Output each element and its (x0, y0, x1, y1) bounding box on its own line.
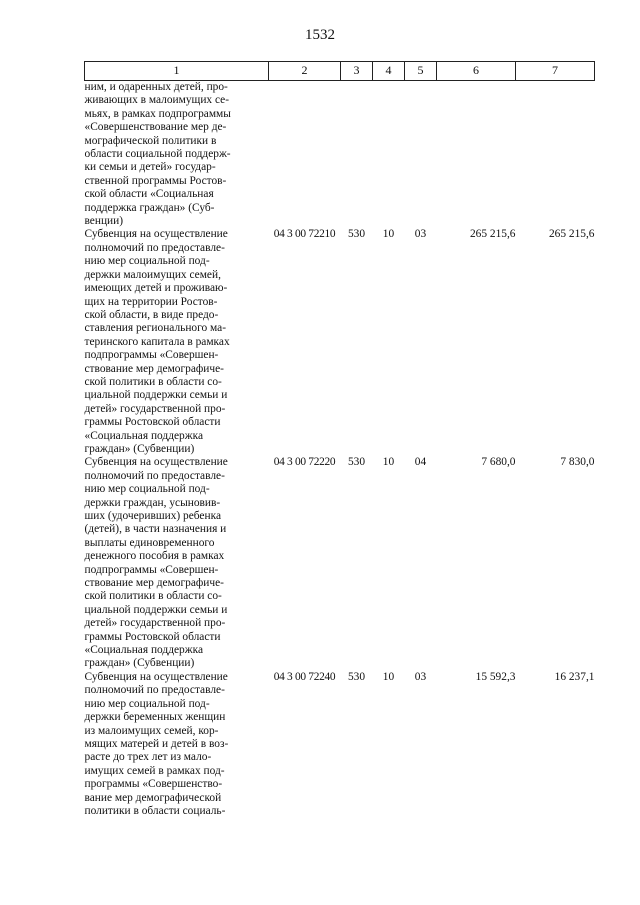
description-line: денежного пособия в рамках (84, 550, 225, 563)
column-header: 2 (269, 62, 341, 81)
description-line: держки беременных женщин (84, 711, 226, 724)
description-line: граммы Ростовской области (84, 416, 221, 429)
amount-year-1: 7 680,0 (481, 456, 516, 469)
amount-year-2: 7 830,0 (560, 456, 595, 469)
description-line: ним, и одаренных детей, про- (84, 81, 228, 93)
column-header: 7 (516, 62, 595, 81)
description-line: ки семьи и детей» государ- (84, 161, 216, 174)
description-line: держки граждан, усыновив- (84, 496, 221, 509)
description-line: Субвенция на осуществление (84, 456, 228, 469)
description-line: выплаты единовременного (84, 536, 215, 549)
description-line: граждан» (Субвенции) (84, 442, 195, 455)
target-article-code: 04 3 00 72240 (273, 670, 336, 683)
amount-year-1: 15 592,3 (475, 670, 516, 683)
page-number: 1532 (305, 27, 335, 43)
description-line: венции) (84, 215, 124, 228)
description-line: «Социальная поддержка (84, 644, 204, 657)
description-line: области социальной поддерж- (84, 148, 231, 161)
description-line: щих на территории Ростов- (84, 295, 218, 308)
description-line: нию мер социальной под- (84, 483, 210, 496)
section-code: 10 (382, 228, 395, 241)
description-line: ствование мер демографиче- (84, 362, 224, 375)
description-line: Субвенция на осуществление (84, 228, 228, 241)
column-header: 4 (373, 62, 405, 81)
description-line: живающих в малоимущих се- (84, 94, 230, 107)
description-line: подпрограммы «Совершен- (84, 563, 219, 576)
description-line: держки малоимущих семей, (84, 268, 221, 281)
description-line: ствование мер демографиче- (84, 577, 224, 590)
description-line: ской области «Социальная (84, 188, 214, 201)
column-header: 6 (437, 62, 516, 81)
subsection-code: 03 (414, 670, 427, 683)
table-body (85, 81, 595, 819)
row-description (85, 671, 269, 818)
expense-type: 530 (347, 670, 366, 683)
description-line: подпрограммы «Совершен- (84, 349, 219, 362)
column-header: 1 (85, 62, 269, 81)
description-line: «Совершенствование мер де- (84, 121, 227, 134)
description-line: имущих семей в рамках под- (84, 764, 225, 777)
section-code: 10 (382, 456, 395, 469)
table-row (85, 456, 595, 671)
description-line: циальной поддержки семьи и (84, 389, 228, 402)
column-header: 5 (405, 62, 437, 81)
description-line: полномочий по предоставле- (84, 684, 225, 697)
description-line: политики в области социаль- (84, 804, 226, 817)
description-line: детей» государственной про- (84, 617, 226, 630)
description-line: ших (удочеривших) ребенка (84, 510, 221, 522)
description-line: расте до трех лет из мало- (84, 751, 212, 764)
column-header: 3 (341, 62, 373, 81)
amount-year-1 (437, 81, 516, 229)
budget-table (84, 61, 595, 818)
description-line: программы «Совершенство- (84, 778, 223, 791)
amount-year-2 (516, 81, 595, 229)
description-line: мящих матерей и детей в воз- (84, 737, 229, 750)
table-row (85, 671, 595, 818)
description-line: теринского капитала в рамках (84, 335, 230, 348)
description-line: из малоимущих семей, кор- (84, 724, 219, 737)
target-article-code: 04 3 00 72220 (273, 456, 336, 469)
table-row (85, 81, 595, 229)
subsection-code (405, 81, 437, 229)
expense-type: 530 (347, 456, 366, 469)
description-line: мьях, в рамках подпрограммы (84, 107, 231, 120)
expense-type: 530 (347, 228, 366, 241)
description-line: граммы Ростовской области (84, 630, 221, 643)
row-description (85, 456, 269, 671)
section-code (373, 81, 405, 229)
description-line: ской политики в области со- (84, 375, 222, 388)
subsection-code: 04 (414, 456, 427, 469)
description-line: нию мер социальной под- (84, 255, 210, 268)
amount-year-1: 265 215,6 (469, 228, 516, 241)
expense-type (341, 81, 373, 229)
description-line: поддержка граждан» (Суб- (84, 201, 215, 214)
description-line: Субвенция на осуществление (84, 670, 228, 683)
row-description (85, 81, 269, 229)
description-line: «Социальная поддержка (84, 429, 204, 442)
description-line: ской политики в области со- (84, 590, 222, 603)
table-row (85, 228, 595, 456)
description-line: ственной программы Ростов- (84, 174, 227, 187)
description-line: (детей), в части назначения и (84, 523, 227, 536)
amount-year-2: 265 215,6 (548, 228, 595, 241)
description-line: граждан» (Субвенции) (84, 657, 195, 670)
description-line: ской области, в виде предо- (84, 308, 219, 321)
description-line: мографической политики в (84, 134, 217, 147)
subsection-code: 03 (414, 228, 427, 241)
description-line: нию мер социальной под- (84, 697, 210, 710)
target-article-code: 04 3 00 72210 (273, 228, 336, 241)
description-line: имеющих детей и проживаю- (84, 282, 228, 295)
section-code: 10 (382, 670, 395, 683)
description-line: полномочий по предоставле- (84, 469, 225, 482)
target-article-code (269, 81, 341, 229)
description-line: ставления регионального ма- (84, 322, 227, 335)
table-header-row (85, 62, 595, 81)
description-line: детей» государственной про- (84, 402, 226, 415)
description-line: вание мер демографической (84, 791, 222, 804)
amount-year-2: 16 237,1 (554, 670, 595, 683)
row-description (85, 228, 269, 456)
description-line: циальной поддержки семьи и (84, 603, 228, 616)
description-line: полномочий по предоставле- (84, 241, 225, 254)
